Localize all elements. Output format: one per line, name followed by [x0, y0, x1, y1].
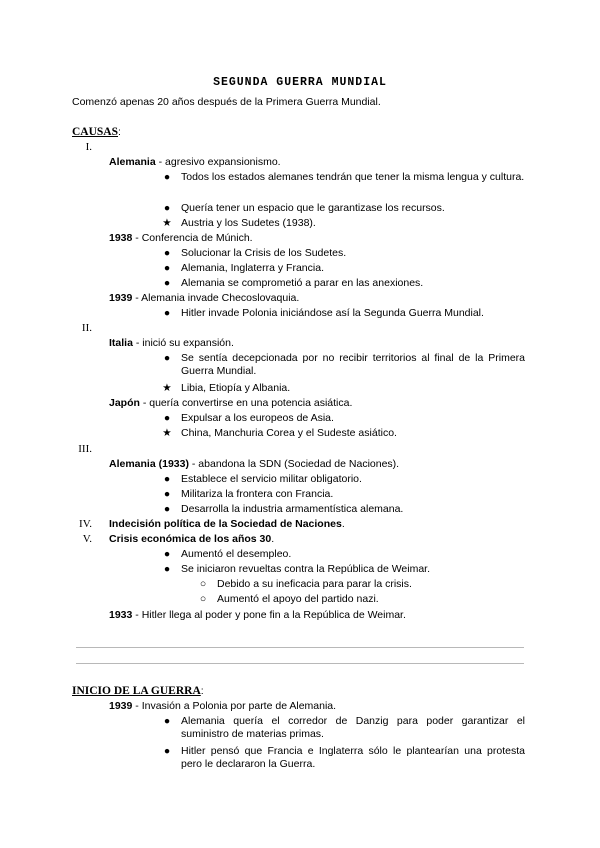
list-item: Se sentía decepcionada por no recibir territorios al final de la Primera Guerra Mundial.: [181, 352, 525, 377]
causes-heading-line: [72, 126, 121, 139]
list-item: Alemania quería el corredor de Danzig para poder garantizar el suministro de materias primas.: [181, 715, 525, 740]
list-item: Expulsar a los europeos de Asia.: [181, 412, 334, 424]
year-1938-line: [109, 232, 253, 245]
bold-term: Alemania: [109, 156, 156, 168]
list-item: Desarrolla la industria armamentística alemana.: [181, 503, 404, 515]
bullet-icon: ●: [163, 171, 171, 183]
causes-heading: CAUSAS: [72, 126, 119, 138]
colon: :: [200, 685, 204, 697]
line-text: Indecisión política de la Sociedad de Naciones: [109, 518, 342, 530]
period: .: [271, 533, 275, 545]
list-item: Aumentó el desempleo.: [181, 548, 292, 560]
line-text: - inició su expansión.: [132, 337, 234, 349]
roman-numeral-4: IV.: [79, 518, 92, 530]
period: .: [341, 518, 345, 530]
bullet-icon: ●: [163, 488, 171, 500]
line-text: - Alemania invade Checoslovaquia.: [132, 292, 300, 304]
bold-term: Japón: [109, 397, 140, 409]
bullet-icon: ●: [163, 277, 171, 289]
line-text: - quería convertirse en una potencia asiática.: [139, 397, 353, 409]
year-1933-line: [109, 609, 406, 622]
circle-bullet-icon: ○: [199, 578, 207, 590]
bullet-icon: ●: [163, 473, 171, 485]
bullet-icon: ●: [163, 202, 171, 214]
bold-term: 1938: [109, 232, 133, 244]
line-text: - agresivo expansionismo.: [155, 156, 281, 168]
indecision-line: [109, 518, 345, 531]
sub-list-item: Aumentó el apoyo del partido nazi.: [217, 593, 379, 605]
bullet-icon: ●: [163, 307, 171, 319]
sub-list-item: Debido a su ineficacia para parar la crisis.: [217, 578, 412, 590]
italia-line: [109, 337, 234, 350]
bullet-icon: ●: [163, 412, 171, 424]
list-item: Hitler pensó que Francia e Inglaterra sólo le plantearían una protesta pero le declararon la Guerra.: [181, 745, 525, 770]
star-icon: ★: [162, 382, 172, 394]
document-title: SEGUNDA GUERRA MUNDIAL: [213, 76, 387, 89]
list-item: Libia, Etiopía y Albania.: [181, 382, 291, 394]
bold-term: Italia: [109, 337, 133, 349]
list-item: Solucionar la Crisis de los Sudetes.: [181, 247, 347, 259]
bullet-icon: ●: [163, 715, 171, 727]
bullet-icon: ●: [163, 247, 171, 259]
list-item: China, Manchuria Corea y el Sudeste asiático.: [181, 427, 397, 439]
bullet-icon: ●: [163, 548, 171, 560]
list-item: Hitler invade Polonia iniciándose así la Segunda Guerra Mundial.: [181, 307, 484, 319]
divider: [76, 647, 524, 648]
bullet-icon: ●: [163, 563, 171, 575]
alemania-1933-line: [109, 458, 399, 471]
list-item: Establece el servicio militar obligatorio.: [181, 473, 362, 485]
roman-numeral-1: I.: [85, 141, 92, 153]
bullet-icon: ●: [163, 352, 171, 364]
divider: [76, 663, 524, 664]
roman-numeral-2: II.: [81, 322, 92, 334]
bold-term: 1933: [109, 609, 133, 621]
circle-bullet-icon: ○: [199, 593, 207, 605]
line-text: - Hitler llega al poder y pone fin a la República de Weimar.: [132, 609, 406, 621]
list-item: Militariza la frontera con Francia.: [181, 488, 334, 500]
list-item: Se iniciaron revueltas contra la República de Weimar.: [181, 563, 431, 575]
bold-term: 1939: [109, 292, 133, 304]
line-text: - Conferencia de Múnich.: [132, 232, 253, 244]
japon-line: [109, 397, 352, 410]
list-item: Todos los estados alemanes tendrán que tener la misma lengua y cultura.: [181, 171, 525, 183]
line-text: - Invasión a Polonia por parte de Alemania.: [132, 700, 337, 712]
star-icon: ★: [162, 427, 172, 439]
bullet-icon: ●: [163, 503, 171, 515]
list-item: Quería tener un espacio que le garantizase los recursos.: [181, 202, 445, 214]
bold-term: Alemania (1933): [109, 458, 189, 470]
crisis-line: [109, 533, 274, 546]
inicio-1939-line: [109, 700, 336, 713]
roman-numeral-3: III.: [78, 443, 92, 455]
colon: :: [118, 126, 121, 138]
bold-term: 1939: [109, 700, 133, 712]
line-text: Crisis económica de los años 30: [109, 533, 272, 545]
line-text: - abandona la SDN (Sociedad de Naciones).: [188, 458, 400, 470]
inicio-heading-line: [72, 685, 204, 698]
alemania-line: [109, 156, 281, 169]
star-icon: ★: [162, 217, 172, 229]
list-item: Alemania se comprometió a parar en las anexiones.: [181, 277, 424, 289]
intro-text: Comenzó apenas 20 años después de la Primera Guerra Mundial.: [72, 96, 381, 108]
list-item: Austria y los Sudetes (1938).: [181, 217, 316, 229]
inicio-heading: INICIO DE LA GUERRA: [72, 685, 201, 697]
list-item: Alemania, Inglaterra y Francia.: [181, 262, 324, 274]
year-1939-line: [109, 292, 299, 305]
roman-numeral-5: V.: [82, 533, 92, 545]
bullet-icon: ●: [163, 745, 171, 757]
bullet-icon: ●: [163, 262, 171, 274]
